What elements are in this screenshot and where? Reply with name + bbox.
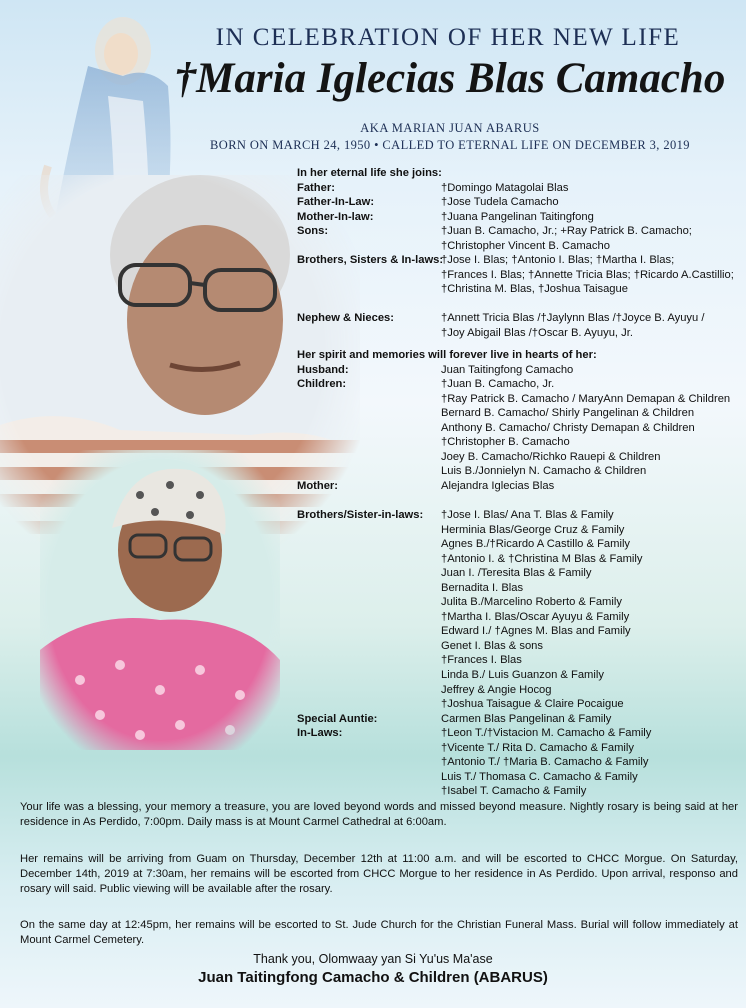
- relation-label: Brothers, Sisters & In-laws:: [297, 254, 444, 267]
- family-row: [297, 493, 746, 508]
- family-row: [297, 508, 746, 523]
- paragraph-funeral-mass: On the same day at 12:45pm, her remains will be escorted to St. Jude Church for the Christian Funeral Mass. Burial will follow immediately at Mount Carmel Cemetery.: [20, 919, 738, 946]
- relation-label: Mother:: [297, 479, 339, 492]
- relation-names: Julita B./Marcelino Roberto & Family: [441, 596, 622, 609]
- paragraph-arrival: Her remains will be arriving from Guam on Thursday, December 12th at 11:00 a.m. and will be escorted to CHCC Morgue. On Saturday, December 14th, 2019 at 7:30am, her remains will be escorted from CHCC Morgue to her residence in As Perdido. Upon arrival, responso and rosary will said. Public viewing will be available after the rosary.: [20, 853, 738, 895]
- relation-label: [297, 639, 441, 654]
- relation-names: †Ray Patrick B. Camacho / MaryAnn Demapan & Children: [441, 392, 731, 405]
- relation-label: [297, 770, 441, 785]
- relation-label: [297, 595, 441, 610]
- family-row: [297, 464, 746, 479]
- family-row: [297, 297, 746, 312]
- relation-names: †Christina M. Blas, †Joshua Taisague: [441, 283, 628, 296]
- family-row: [297, 406, 746, 421]
- relation-label: [297, 493, 441, 508]
- relation-names: †Antonio I. & †Christina M Blas & Family: [441, 552, 643, 565]
- dates-line: BORN ON MARCH 24, 1950 • CALLED TO ETERNAL LIFE ON DECEMBER 3, 2019: [210, 138, 690, 152]
- relation-label: Husband:: [297, 363, 349, 376]
- relation-label: [297, 282, 441, 297]
- relation-names: Bernadita I. Blas: [441, 581, 524, 594]
- relation-label: [297, 653, 441, 668]
- relation-names: †Christopher Vincent B. Camacho: [441, 239, 610, 252]
- relation-names: †Vicente T./ Rita D. Camacho & Family: [441, 741, 634, 754]
- relation-names: [441, 493, 746, 508]
- family-row: [297, 421, 746, 436]
- family-row: [297, 712, 746, 727]
- family-row: [297, 435, 746, 450]
- relation-names: Carmen Blas Pangelinan & Family: [441, 712, 612, 725]
- family-row: [297, 683, 746, 698]
- family-row: [297, 268, 746, 283]
- relation-label: [297, 755, 441, 770]
- relation-label: [297, 406, 441, 421]
- relation-label: [297, 537, 441, 552]
- relation-label: Sons:: [297, 225, 329, 238]
- family-row: [297, 784, 746, 799]
- relation-names: †Jose Tudela Camacho: [441, 196, 559, 209]
- family-row: [297, 282, 746, 297]
- family-row: [297, 224, 746, 239]
- living-family-section: [297, 348, 746, 799]
- aka-line: AKA MARIAN JUAN ABARUS: [360, 121, 540, 135]
- family-row: [297, 697, 746, 712]
- relation-label: Nephew & Nieces:: [297, 312, 394, 325]
- family-row: [297, 392, 746, 407]
- relation-names: Herminia Blas/George Cruz & Family: [441, 523, 625, 536]
- celebration-title: IN CELEBRATION OF HER NEW LIFE: [215, 24, 681, 51]
- relation-names: Bernard B. Camacho/ Shirly Pangelinan & Children: [441, 407, 695, 420]
- relation-label: Children:: [297, 378, 347, 391]
- relation-names: †Martha I. Blas/Oscar Ayuyu & Family: [441, 610, 630, 623]
- thank-you-line: Thank you, Olomwaay yan Si Yu'us Ma'ase: [253, 952, 493, 966]
- family-row: [297, 537, 746, 552]
- relation-names: †Domingo Matagolai Blas: [441, 181, 569, 194]
- relation-label: [297, 421, 441, 436]
- relation-names: [441, 297, 746, 312]
- relation-label: [297, 450, 441, 465]
- family-row: [297, 479, 746, 494]
- relation-names: Joey B. Camacho/Richko Rauepi & Children: [441, 450, 661, 463]
- relation-label: [297, 668, 441, 683]
- relation-label: [297, 683, 441, 698]
- relation-names: †Isabel T. Camacho & Family: [441, 785, 587, 798]
- family-row: [297, 311, 746, 326]
- family-row: [297, 741, 746, 756]
- family-row: [297, 653, 746, 668]
- relation-names: †Juan B. Camacho, Jr.; +Ray Patrick B. Camacho;: [441, 225, 692, 238]
- family-row: [297, 581, 746, 596]
- relation-label: [297, 784, 441, 799]
- relation-names: †Juana Pangelinan Taitingfong: [441, 210, 594, 223]
- relation-names: Jeffrey & Angie Hocog: [441, 683, 552, 696]
- relation-names: Edward I./ †Agnes M. Blas and Family: [441, 625, 631, 638]
- family-row: [297, 210, 746, 225]
- relation-label: In-Laws:: [297, 727, 343, 740]
- family-row: [297, 239, 746, 254]
- family-signoff: Juan Taitingfong Camacho & Children (ABARUS): [198, 969, 548, 986]
- section-heading: Her spirit and memories will forever live in hearts of her:: [297, 349, 597, 361]
- relation-names: Agnes B./†Ricardo A Castillo & Family: [441, 538, 631, 551]
- relation-label: [297, 326, 441, 341]
- relation-names: Juan Taitingfong Camacho: [441, 363, 574, 376]
- relation-names: †Antonio T./ †Maria B. Camacho & Family: [441, 756, 649, 769]
- relation-label: [297, 435, 441, 450]
- family-row: [297, 639, 746, 654]
- relation-names: †Jose I. Blas; †Antonio I. Blas; †Martha I. Blas;: [441, 254, 675, 267]
- relation-names: †Juan B. Camacho, Jr.: [441, 378, 555, 391]
- relation-names: Luis B./Jonnielyn N. Camacho & Children: [441, 465, 647, 478]
- family-row: [297, 195, 746, 210]
- relation-label: [297, 624, 441, 639]
- family-row: [297, 253, 746, 268]
- relation-label: [297, 392, 441, 407]
- relation-names: Genet I. Blas & sons: [441, 639, 543, 652]
- relation-label: [297, 552, 441, 567]
- family-row: [297, 181, 746, 196]
- relation-names: †Joshua Taisague & Claire Pocaigue: [441, 698, 624, 711]
- relation-names: †Annett Tricia Blas /†Jaylynn Blas /†Joyce B. Ayuyu /: [441, 312, 705, 325]
- relation-label: [297, 464, 441, 479]
- relation-names: Anthony B. Camacho/ Christy Demapan & Children: [441, 421, 695, 434]
- paragraph-rosary: Your life was a blessing, your memory a treasure, you are loved beyond words and missed beyond measure. Nightly rosary is being said at her residence in As Perdido, 7:00pm. Daily mass is at Mount Carmel Cathedral at 6:00am.: [20, 801, 738, 828]
- relation-label: Brothers/Sister-in-laws:: [297, 509, 424, 522]
- relation-label: [297, 297, 441, 312]
- relation-names: Linda B./ Luis Guanzon & Family: [441, 669, 604, 682]
- relation-names: †Leon T./†Vistacion M. Camacho & Family: [441, 727, 652, 740]
- family-row: [297, 450, 746, 465]
- family-row: [297, 770, 746, 785]
- relation-names: †Jose I. Blas/ Ana T. Blas & Family: [441, 509, 614, 522]
- relation-label: [297, 697, 441, 712]
- relation-label: [297, 268, 441, 283]
- deceased-name: †Maria Iglecias Blas Camacho: [174, 55, 726, 102]
- relation-label: [297, 523, 441, 538]
- relation-names: †Christopher B. Camacho: [441, 436, 570, 449]
- relation-label: [297, 566, 441, 581]
- relation-label: Mother-In-law:: [297, 210, 374, 223]
- family-row: [297, 523, 746, 538]
- family-row: [297, 610, 746, 625]
- family-row: [297, 595, 746, 610]
- relation-label: [297, 239, 441, 254]
- section-heading: In her eternal life she joins:: [297, 167, 442, 179]
- family-row: [297, 363, 746, 378]
- family-row: [297, 552, 746, 567]
- relation-names: †Joy Abigail Blas /†Oscar B. Ayuyu, Jr.: [441, 327, 633, 340]
- eternal-life-section: [297, 166, 746, 341]
- relation-label: [297, 610, 441, 625]
- family-row: [297, 326, 746, 341]
- relation-names: †Frances I. Blas; †Annette Tricia Blas; †Ricardo A.Castillio;: [441, 268, 734, 281]
- family-row: [297, 726, 746, 741]
- relation-label: Special Auntie:: [297, 712, 378, 725]
- family-row: [297, 755, 746, 770]
- portrait-photo-knit-cap: [40, 450, 280, 750]
- relation-names: †Frances I. Blas: [441, 654, 522, 667]
- family-row: [297, 566, 746, 581]
- relation-names: Alejandra Iglecias Blas: [441, 479, 555, 492]
- family-row: [297, 624, 746, 639]
- family-row: [297, 377, 746, 392]
- family-row: [297, 668, 746, 683]
- relation-label: Father-In-Law:: [297, 196, 375, 209]
- relation-label: [297, 581, 441, 596]
- relation-names: Juan I. /Teresita Blas & Family: [441, 567, 592, 580]
- relation-label: Father:: [297, 181, 335, 194]
- relation-label: [297, 741, 441, 756]
- relation-names: Luis T./ Thomasa C. Camacho & Family: [441, 770, 638, 783]
